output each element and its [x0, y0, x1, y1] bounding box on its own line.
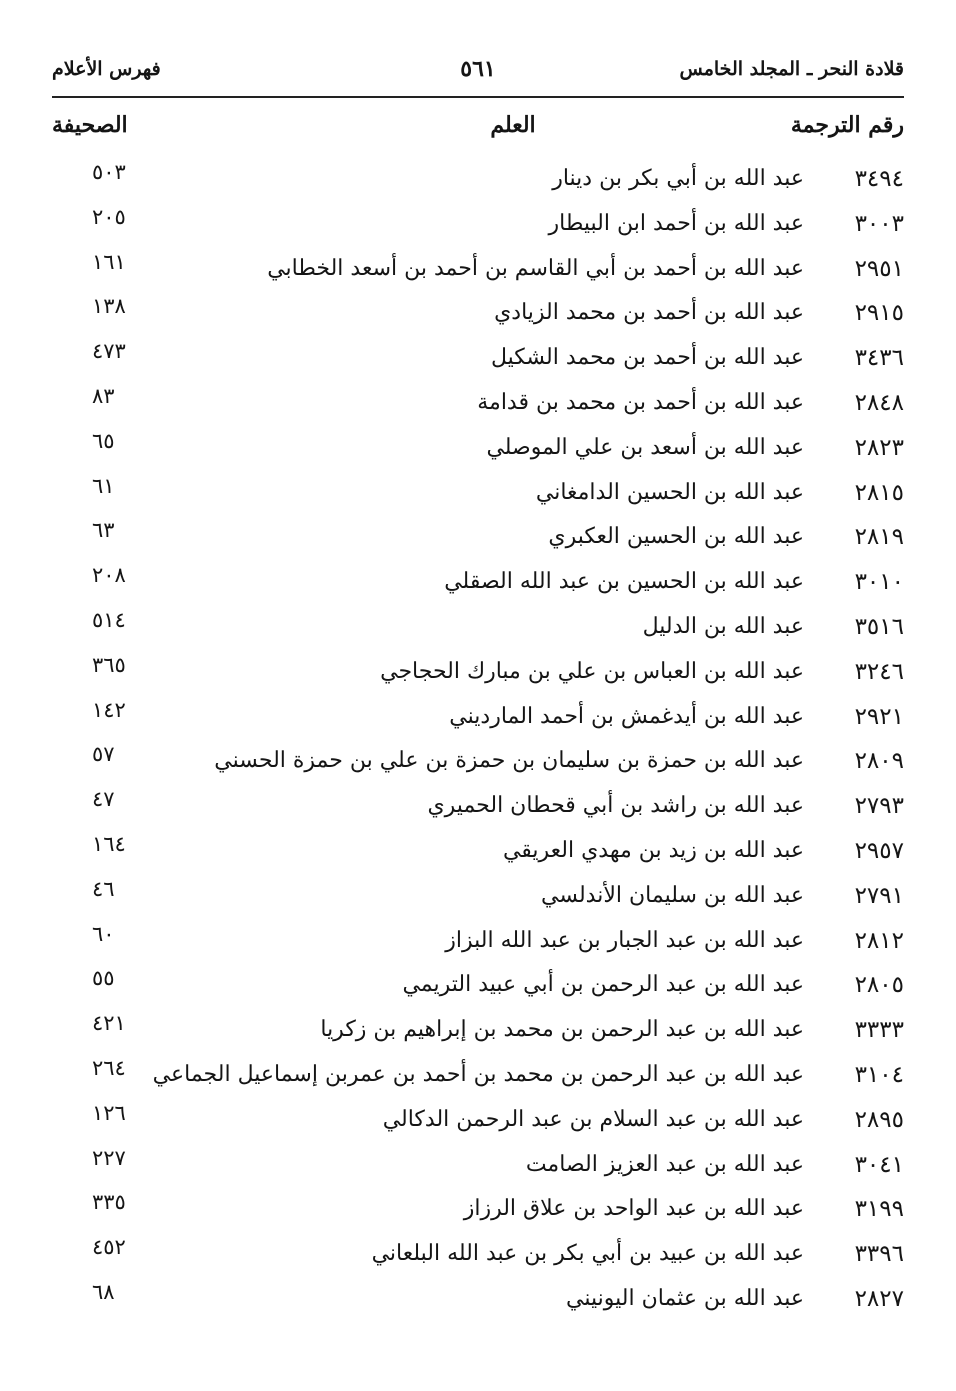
index-entry — [52, 742, 904, 787]
index-entry — [52, 250, 904, 295]
entry-number: ٣٣٩٦ — [854, 1241, 904, 1268]
entry-page: ٦٣ — [92, 518, 115, 543]
entry-number: ٢٩٥٧ — [854, 837, 904, 864]
entry-number: ٣٤٣٦ — [854, 345, 904, 372]
entry-page: ٦١ — [92, 473, 115, 498]
index-entry — [52, 832, 904, 877]
entry-name: عبد الله بن عبيد بن أبي بكر بن عبد الله البلعاني — [371, 1241, 804, 1267]
entry-number: ٣٠٠٣ — [854, 210, 904, 237]
index-entry — [52, 474, 904, 519]
number-column-header: رقم الترجمة — [790, 112, 904, 138]
index-entry — [52, 339, 904, 384]
index-entry — [52, 294, 904, 339]
entry-name: عبد الله بن أسعد بن علي الموصلي — [486, 434, 804, 460]
entry-number: ٢٨١٢ — [854, 927, 904, 954]
entry-name: عبد الله بن عثمان اليونيني — [566, 1285, 804, 1311]
index-entry — [52, 429, 904, 474]
entry-name: عبد الله بن راشد بن أبي قحطان الحميري — [427, 793, 804, 819]
entry-page: ١٦٤ — [92, 831, 126, 856]
entry-name: عبد الله بن الحسين الدامغاني — [535, 479, 804, 505]
entry-page: ٣٣٥ — [92, 1190, 126, 1215]
index-entries — [52, 160, 904, 1325]
entry-number: ٢٧٩٣ — [854, 793, 904, 820]
entry-name: عبد الله بن الدليل — [642, 613, 804, 639]
entry-name: عبد الله بن الحسين بن عبد الله الصقلي — [444, 569, 804, 595]
index-entry — [52, 1101, 904, 1146]
entry-number: ٣٠١٠ — [854, 569, 904, 596]
index-entry — [52, 1280, 904, 1325]
entry-number: ٣٣٣٣ — [854, 1017, 904, 1044]
entry-number: ٢٩٢١ — [854, 703, 904, 730]
page-column-header: الصحيفة — [52, 112, 128, 138]
entry-page: ٥٧ — [92, 742, 115, 767]
entry-name: عبد الله بن عبد الجبار بن عبد الله البزاز — [445, 927, 804, 953]
entry-name: عبد الله بن عبد العزيز الصامت — [525, 1151, 804, 1177]
entry-number: ٢٨٤٨ — [854, 389, 904, 416]
index-entry — [52, 1056, 904, 1101]
entry-number: ٢٩١٥ — [854, 300, 904, 327]
entry-number: ٣٥١٦ — [854, 613, 904, 640]
entry-name: عبد الله بن أحمد ابن البيطار — [548, 210, 804, 236]
index-entry — [52, 518, 904, 563]
entry-page: ٤٦ — [92, 876, 115, 901]
index-entry — [52, 384, 904, 429]
entry-number: ٢٨٢٧ — [854, 1285, 904, 1312]
entry-number: ٣١٠٤ — [854, 1061, 904, 1088]
entry-page: ٦٨ — [92, 1279, 115, 1304]
book-title: قلادة النحر ـ المجلد الخامس — [679, 58, 904, 80]
entry-page: ١٦١ — [92, 249, 126, 274]
entry-page: ٦٥ — [92, 428, 115, 453]
index-entry — [52, 1190, 904, 1235]
entry-page: ٨٣ — [92, 383, 115, 408]
index-entry — [52, 563, 904, 608]
entry-page: ٣٦٥ — [92, 652, 126, 677]
entry-page: ٥١٤ — [92, 607, 126, 632]
entry-number: ٣٤٩٤ — [854, 166, 904, 192]
entry-name: عبد الله بن حمزة بن سليمان بن حمزة بن علي بن حمزة الحسني — [214, 748, 804, 774]
entry-number: ٢٨١٩ — [854, 524, 904, 551]
entry-page: ٢٦٤ — [92, 1055, 126, 1080]
entry-name: عبد الله بن أحمد بن محمد الزيادي — [494, 300, 804, 326]
entry-page: ٤٧٣ — [92, 339, 126, 364]
index-entry — [52, 160, 904, 205]
entry-page: ٥٥ — [92, 966, 115, 991]
running-head — [52, 58, 904, 94]
entry-name: عبد الله بن عبد الرحمن بن محمد بن أحمد بن عمربن إسماعيل الجماعي — [152, 1061, 804, 1087]
entry-name: عبد الله بن عبد السلام بن عبد الرحمن الدكالي — [382, 1106, 804, 1132]
name-column-header: العلم — [490, 112, 536, 138]
entry-name: عبد الله بن أيدغمش بن أحمد المارديني — [449, 703, 804, 729]
entry-number: ٣٠٤١ — [854, 1151, 904, 1178]
entry-page: ٢٠٥ — [92, 204, 126, 229]
entry-page: ٤٥٢ — [92, 1235, 126, 1260]
index-entry — [52, 698, 904, 743]
entry-page: ٢٠٨ — [92, 563, 126, 588]
index-entry — [52, 966, 904, 1011]
entry-name: عبد الله بن أحمد بن محمد الشكيل — [490, 345, 804, 371]
index-entry — [52, 1235, 904, 1280]
index-entry — [52, 205, 904, 250]
entry-name: عبد الله بن زيد بن مهدي العريقي — [502, 837, 804, 863]
entry-page: ٥٠٣ — [92, 160, 126, 184]
index-entry — [52, 608, 904, 653]
entry-name: عبد الله بن عبد الرحمن بن محمد بن إبراهيم بن زكريا — [320, 1017, 804, 1043]
entry-number: ٢٨٠٩ — [854, 748, 904, 775]
entry-number: ٣٢٤٦ — [854, 658, 904, 685]
index-entry — [52, 787, 904, 832]
entry-number: ٢٨١٥ — [854, 479, 904, 506]
entry-name: عبد الله بن الحسين العكبري — [548, 524, 804, 550]
header-rule — [52, 96, 904, 98]
index-entry — [52, 877, 904, 922]
entry-number: ٢٧٩١ — [854, 882, 904, 909]
page-number: ٥٦١ — [460, 56, 496, 82]
entry-page: ٦٠ — [92, 921, 115, 946]
entry-page: ٢٢٧ — [92, 1145, 126, 1170]
entry-name: عبد الله بن عبد الرحمن بن أبي عبيد التريمي — [402, 972, 804, 998]
entry-number: ٢٨٠٥ — [854, 972, 904, 999]
entry-name: عبد الله بن العباس بن علي بن مبارك الحجاجي — [380, 658, 804, 684]
entry-name: عبد الله بن أحمد بن أبي القاسم بن أحمد بن أسعد الخطابي — [267, 255, 804, 281]
entry-page: ٤٢١ — [92, 1011, 126, 1036]
entry-page: ١٢٦ — [92, 1100, 126, 1125]
entry-number: ٢٩٥١ — [854, 255, 904, 282]
entry-name: عبد الله بن سليمان الأندلسي — [541, 882, 804, 908]
index-entry — [52, 1011, 904, 1056]
column-headers — [52, 112, 904, 152]
entry-number: ٣١٩٩ — [854, 1196, 904, 1223]
entry-number: ٢٨٢٣ — [854, 434, 904, 461]
section-title: فهرس الأعلام — [52, 58, 161, 80]
entry-page: ١٤٢ — [92, 697, 126, 722]
index-entry — [52, 653, 904, 698]
entry-number: ٢٨٩٥ — [854, 1106, 904, 1133]
entry-name: عبد الله بن عبد الواحد بن علاق الرزاز — [463, 1196, 804, 1222]
entry-page: ١٣٨ — [92, 294, 126, 319]
index-entry — [52, 922, 904, 967]
entry-page: ٤٧ — [92, 787, 115, 812]
entry-name: عبد الله بن أبي بكر بن دينار — [552, 166, 804, 191]
index-entry — [52, 1146, 904, 1191]
entry-name: عبد الله بن أحمد بن محمد بن قدامة — [477, 389, 804, 415]
